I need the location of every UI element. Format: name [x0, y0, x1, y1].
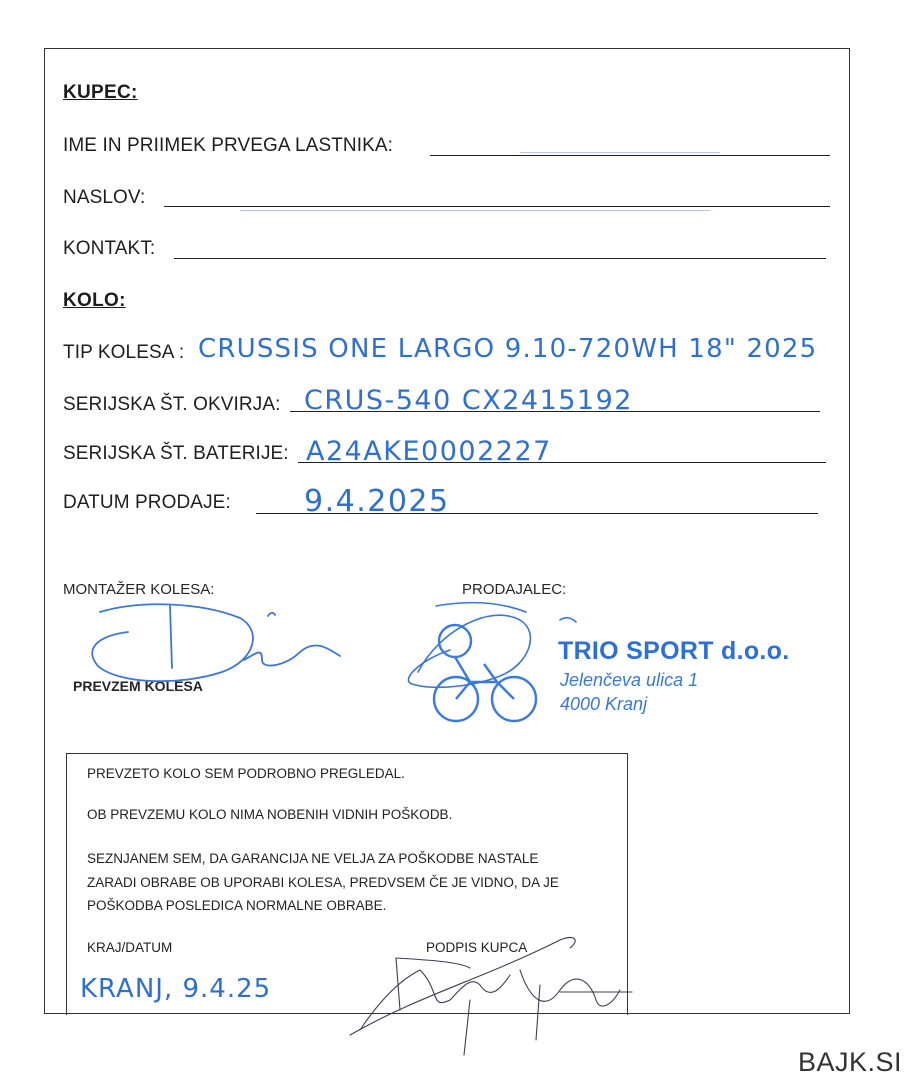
seller-stamp-logo: [434, 625, 536, 721]
stamp-street: Jelenčeva ulica 1: [560, 670, 699, 690]
sale-date-value: 9.4.2025: [304, 484, 450, 519]
battery-serial-value: A24AKE0002227: [306, 436, 552, 467]
pickup-label: PREVZEM KOLESA: [73, 678, 203, 694]
customer-heading: KUPEC:: [63, 82, 138, 103]
frame-serial-label: SERIJSKA ŠT. OKVIRJA:: [63, 394, 281, 415]
customer-signature-label: PODPIS KUPCA: [426, 940, 528, 955]
contact-label: KONTAKT:: [63, 238, 156, 259]
sale-date-label: DATUM PRODAJE:: [63, 492, 231, 513]
place-date-value: KRANJ, 9.4.25: [80, 974, 272, 1004]
stamp-company: TRIO SPORT d.o.o.: [558, 637, 790, 665]
owner-name-label: IME IN PRIIMEK PRVEGA LASTNIKA:: [63, 135, 394, 156]
watermark: BAJK.SI: [797, 1047, 902, 1077]
assembler-signature: [92, 604, 340, 681]
declaration-line-1: PREVZETO KOLO SEM PODROBNO PREGLEDAL.: [87, 766, 405, 781]
bike-type-value: CRUSSIS ONE LARGO 9.10-720WH 18" 2025: [198, 334, 818, 364]
bike-type-label: TIP KOLESA :: [63, 342, 185, 363]
declaration-line-3c: POŠKODBA POSLEDICA NORMALNE OBRABE.: [87, 898, 387, 913]
battery-serial-label: SERIJSKA ŠT. BATERIJE:: [63, 443, 289, 464]
declaration-line-2: OB PREVZEMU KOLO NIMA NOBENIH VIDNIH POŠKODB.: [87, 807, 453, 822]
frame-serial-value: CRUS-540 CX2415192: [304, 385, 633, 416]
bike-heading: KOLO:: [63, 290, 126, 311]
stamp-city: 4000 Kranj: [560, 694, 648, 714]
seller-label: PRODAJALEC:: [462, 581, 567, 598]
declaration-line-3a: SEZNJANEM SEM, DA GARANCIJA NE VELJA ZA POŠKODBE NASTALE: [87, 851, 539, 866]
address-label: NASLOV:: [63, 187, 146, 208]
place-date-label: KRAJ/DATUM: [87, 940, 173, 955]
declaration-line-3b: ZARADI OBRABE OB UPORABI KOLESA, PREDVSEM ČE JE VIDNO, DA JE: [87, 875, 559, 890]
assembler-label: MONTAŽER KOLESA:: [63, 581, 215, 598]
